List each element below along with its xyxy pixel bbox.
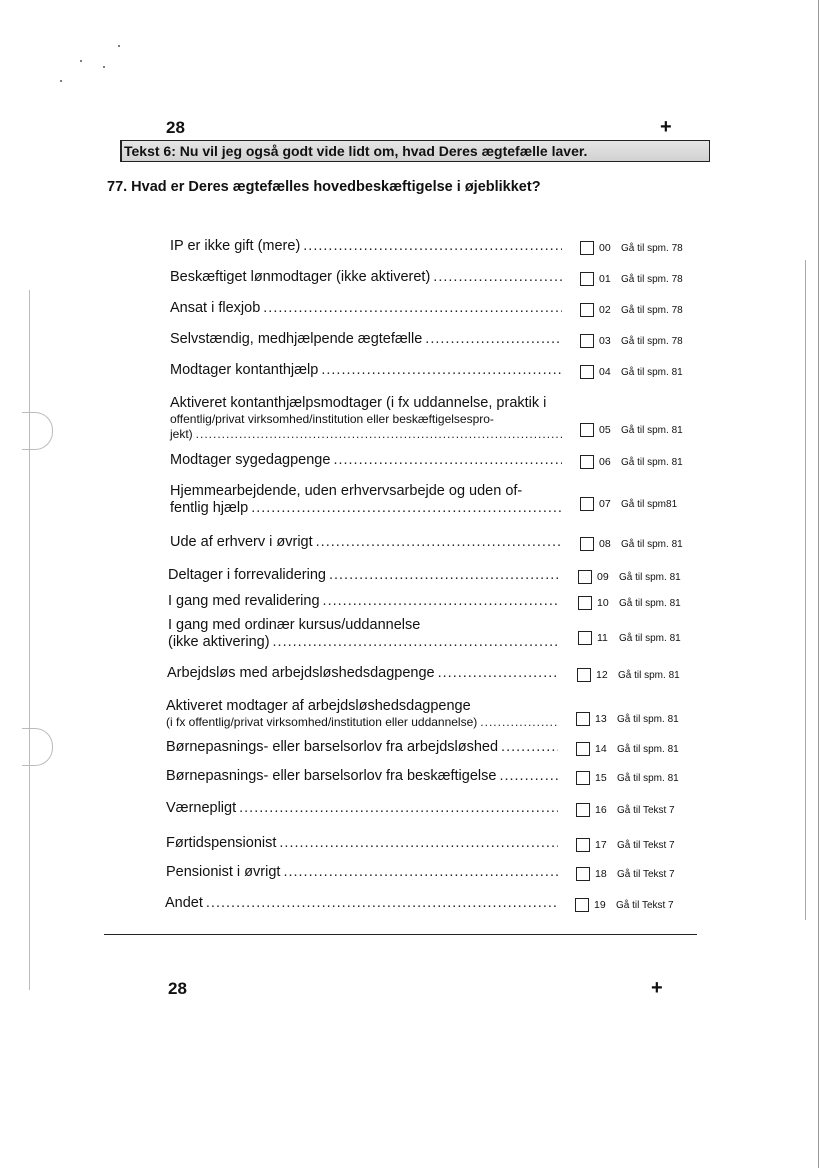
dot-leader <box>251 500 562 517</box>
checkbox-06[interactable] <box>580 455 594 469</box>
option-code: 12 <box>596 669 608 681</box>
option-label <box>166 768 558 785</box>
option-label-line: Andet <box>165 895 203 911</box>
option-label-line: offentlig/privat virksomhed/institution eller beskæftigelsespro- <box>170 412 494 426</box>
option-label-line: I gang med ordinær kursus/uddannelse <box>168 617 421 633</box>
checkbox-17[interactable] <box>576 838 590 852</box>
option-label-line: Værnepligt <box>166 800 237 816</box>
option-code: 00 <box>599 242 611 254</box>
option-code: 10 <box>597 597 609 609</box>
option-code: 11 <box>597 632 608 644</box>
dot-leader <box>273 634 560 651</box>
option-choice <box>580 303 683 317</box>
skip-instruction: Gå til spm. 81 <box>621 366 683 378</box>
option-label-line: I gang med revalidering <box>168 593 320 609</box>
skip-instruction: Gå til Tekst 7 <box>617 868 675 880</box>
option-label <box>170 452 562 469</box>
option-label <box>170 362 562 379</box>
option-code: 17 <box>595 839 607 851</box>
checkbox-05[interactable] <box>580 423 594 437</box>
option-label-line: (i fx offentlig/privat virksomhed/institution eller uddannelse) <box>166 715 478 729</box>
option-choice <box>577 668 680 682</box>
section-banner: Tekst 6: Nu vil jeg også godt vide lidt om, hvad Deres ægtefælle laver. <box>120 140 710 162</box>
skip-instruction: Gå til spm. 81 <box>619 597 681 609</box>
checkbox-18[interactable] <box>576 867 590 881</box>
option-code: 03 <box>599 335 611 347</box>
option-label-line: Børnepasnings- eller barselsorlov fra arbejdsløshed <box>166 739 499 755</box>
scan-speck <box>118 45 120 47</box>
skip-instruction: Gå til spm. 78 <box>621 304 683 316</box>
punch-hole-top <box>22 412 53 450</box>
option-choice <box>576 742 679 756</box>
option-label <box>170 534 562 551</box>
option-label <box>166 800 558 817</box>
dot-leader <box>196 427 562 442</box>
checkbox-09[interactable] <box>578 570 592 584</box>
option-label-line: Hjemmearbejdende, uden erhvervsarbejde og uden of- <box>170 483 523 499</box>
dot-leader <box>263 300 562 317</box>
scan-speck <box>60 80 62 82</box>
option-label <box>168 617 560 651</box>
option-label <box>168 567 560 584</box>
option-code: 01 <box>599 273 611 285</box>
option-choice <box>578 596 681 610</box>
scan-speck <box>80 60 82 62</box>
option-code: 04 <box>599 366 611 378</box>
plus-mark-top: + <box>660 116 672 138</box>
option-label-line: Ansat i flexjob <box>170 300 261 316</box>
skip-instruction: Gå til spm. 81 <box>621 424 683 436</box>
checkbox-00[interactable] <box>580 241 594 255</box>
option-label <box>170 300 562 317</box>
option-choice <box>576 771 679 785</box>
dot-leader <box>329 567 560 584</box>
checkbox-01[interactable] <box>580 272 594 286</box>
checkbox-16[interactable] <box>576 803 590 817</box>
option-code: 06 <box>599 456 611 468</box>
option-code: 16 <box>595 804 607 816</box>
option-code: 05 <box>599 424 611 436</box>
punch-hole-bottom <box>22 728 53 766</box>
option-label <box>170 269 562 286</box>
option-choice <box>578 631 681 645</box>
option-code: 08 <box>599 538 611 550</box>
checkbox-10[interactable] <box>578 596 592 610</box>
skip-instruction: Gå til Tekst 7 <box>617 804 675 816</box>
checkbox-02[interactable] <box>580 303 594 317</box>
dot-leader <box>499 768 558 785</box>
skip-instruction: Gå til Tekst 7 <box>616 899 674 911</box>
checkbox-12[interactable] <box>577 668 591 682</box>
option-label <box>170 395 562 442</box>
plus-mark-bottom: + <box>651 977 663 999</box>
option-label <box>167 665 559 682</box>
skip-instruction: Gå til Tekst 7 <box>617 839 675 851</box>
checkbox-13[interactable] <box>576 712 590 726</box>
dot-leader <box>316 534 562 551</box>
option-label <box>170 483 562 517</box>
scan-speck <box>103 66 105 68</box>
skip-instruction: Gå til spm. 81 <box>617 772 679 784</box>
option-label <box>168 593 560 610</box>
dot-leader <box>206 895 557 912</box>
dot-leader <box>438 665 559 682</box>
option-choice <box>576 838 675 852</box>
option-choice <box>580 272 683 286</box>
dot-leader <box>303 238 562 255</box>
checkbox-07[interactable] <box>580 497 594 511</box>
option-label-line: Aktiveret kontanthjælpsmodtager (i fx uddannelse, praktik i <box>170 395 547 411</box>
option-code: 14 <box>595 743 607 755</box>
skip-instruction: Gå til spm. 81 <box>617 743 679 755</box>
skip-instruction: Gå til spm. 78 <box>621 273 683 285</box>
skip-instruction: Gå til spm. 78 <box>621 242 683 254</box>
dot-leader <box>425 331 562 348</box>
option-choice <box>580 537 683 551</box>
option-label <box>170 238 562 255</box>
option-label <box>166 864 558 881</box>
option-label-line: Førtidspensionist <box>166 835 277 851</box>
option-label <box>166 739 558 756</box>
dot-leader <box>321 362 562 379</box>
page-number-bottom: 28 <box>168 979 187 998</box>
option-choice <box>580 241 683 255</box>
option-label-line: Beskæftiget lønmodtager (ikke aktiveret) <box>170 269 431 285</box>
option-choice <box>575 898 674 912</box>
scan-edge-far <box>818 0 819 1168</box>
footer-rule <box>104 934 697 935</box>
option-code: 19 <box>594 899 606 911</box>
option-label <box>166 698 558 730</box>
checkbox-11[interactable] <box>578 631 592 645</box>
skip-instruction: Gå til spm. 81 <box>619 571 681 583</box>
option-choice <box>580 497 677 511</box>
checkbox-08[interactable] <box>580 537 594 551</box>
dot-leader <box>323 593 560 610</box>
dot-leader <box>433 269 562 286</box>
checkbox-04[interactable] <box>580 365 594 379</box>
option-choice <box>580 365 683 379</box>
checkbox-03[interactable] <box>580 334 594 348</box>
option-label <box>165 895 557 912</box>
option-label-line: Ude af erhverv i øvrigt <box>170 534 313 550</box>
skip-instruction: Gå til spm81 <box>621 498 678 510</box>
option-label-line: Arbejdsløs med arbejdsløshedsdagpenge <box>167 665 435 681</box>
skip-instruction: Gå til spm. 78 <box>621 335 683 347</box>
option-label-line: Modtager sygedagpenge <box>170 452 331 468</box>
skip-instruction: Gå til spm. 81 <box>621 538 683 550</box>
option-label-line: (ikke aktivering) <box>168 634 270 650</box>
checkbox-19[interactable] <box>575 898 589 912</box>
question-title: 77. Hvad er Deres ægtefælles hovedbeskæftigelse i øjeblikket? <box>107 179 541 195</box>
option-choice <box>578 570 681 584</box>
option-choice <box>576 867 675 881</box>
checkbox-14[interactable] <box>576 742 590 756</box>
option-choice <box>576 803 675 817</box>
skip-instruction: Gå til spm. 81 <box>617 713 679 725</box>
option-label-line: Modtager kontanthjælp <box>170 362 319 378</box>
option-choice <box>580 455 683 469</box>
dot-leader <box>480 715 558 730</box>
option-label-line: IP er ikke gift (mere) <box>170 238 301 254</box>
option-code: 15 <box>595 772 607 784</box>
option-code: 13 <box>595 713 607 725</box>
option-choice <box>576 712 679 726</box>
option-code: 09 <box>597 571 609 583</box>
option-label-line: Børnepasnings- eller barselsorlov fra beskæftigelse <box>166 768 497 784</box>
option-code: 07 <box>599 498 611 510</box>
option-choice <box>580 334 683 348</box>
dot-leader <box>239 800 558 817</box>
checkbox-15[interactable] <box>576 771 590 785</box>
dot-leader <box>283 864 558 881</box>
option-label <box>166 835 558 852</box>
option-choice <box>580 423 683 437</box>
option-label <box>170 331 562 348</box>
dot-leader <box>333 452 562 469</box>
skip-instruction: Gå til spm. 81 <box>619 632 681 644</box>
option-code: 18 <box>595 868 607 880</box>
dot-leader <box>501 739 558 756</box>
option-label-line: Selvstændig, medhjælpende ægtefælle <box>170 331 423 347</box>
skip-instruction: Gå til spm. 81 <box>618 669 680 681</box>
option-label-line: jekt) <box>170 427 193 441</box>
skip-instruction: Gå til spm. 81 <box>621 456 683 468</box>
scan-edge-left <box>29 290 30 990</box>
page-number-top: 28 <box>166 118 185 137</box>
option-label-line: Pensionist i øvrigt <box>166 864 281 880</box>
option-code: 02 <box>599 304 611 316</box>
option-label-line: Aktiveret modtager af arbejdsløshedsdagpenge <box>166 698 471 714</box>
scan-edge-right <box>805 260 806 920</box>
option-label-line: fentlig hjælp <box>170 500 249 516</box>
option-label-line: Deltager i forrevalidering <box>168 567 326 583</box>
dot-leader <box>279 835 558 852</box>
